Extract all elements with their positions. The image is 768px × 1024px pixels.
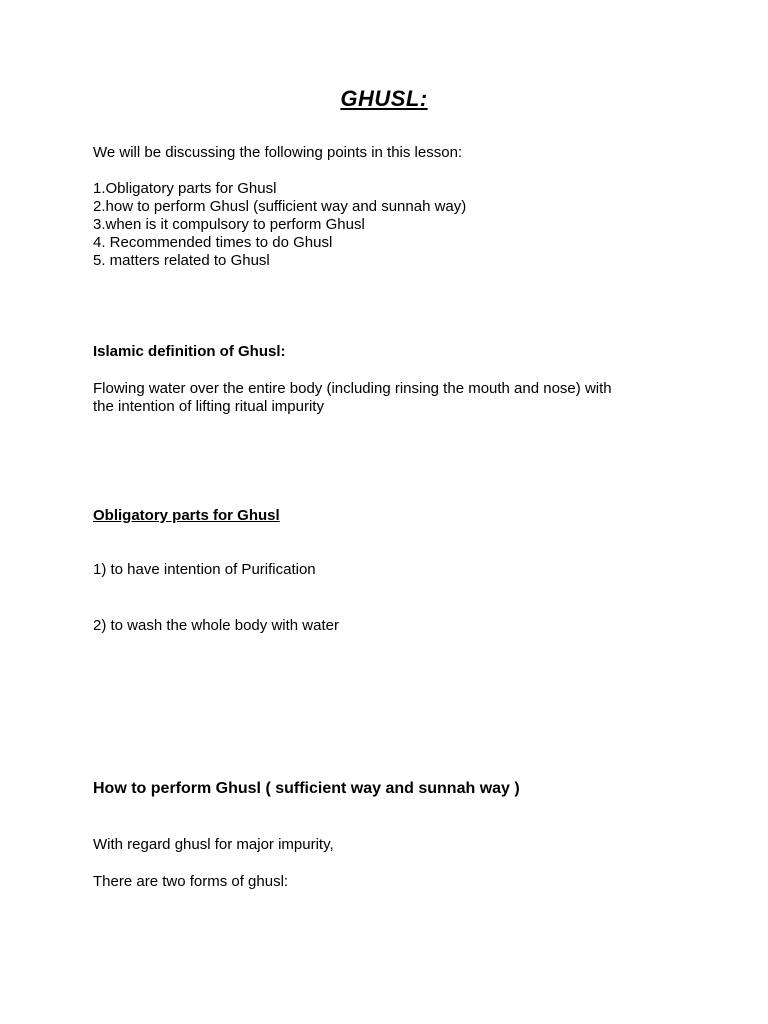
definition-heading: Islamic definition of Ghusl:	[93, 343, 286, 360]
list-item: 5. matters related to Ghusl	[93, 252, 270, 269]
definition-line-2: the intention of lifting ritual impurity	[93, 398, 324, 415]
list-item: 4. Recommended times to do Ghusl	[93, 234, 333, 251]
definition-line-1: Flowing water over the entire body (including rinsing the mouth and nose) with	[93, 380, 612, 397]
obligatory-heading: Obligatory parts for Ghusl	[93, 507, 280, 524]
page-title: GHUSL:	[340, 86, 428, 111]
obligatory-item-1: 1) to have intention of Purification	[93, 561, 316, 578]
list-item: 1.Obligatory parts for Ghusl	[93, 180, 277, 197]
how-to-line-1: With regard ghusl for major impurity,	[93, 836, 334, 853]
list-item: 2.how to perform Ghusl (sufficient way and sunnah way)	[93, 198, 467, 215]
lesson-points-list	[93, 180, 466, 270]
intro-text: We will be discussing the following points in this lesson:	[93, 144, 463, 161]
how-to-line-2: There are two forms of ghusl:	[93, 873, 289, 890]
how-to-heading: How to perform Ghusl ( sufficient way and sunnah way )	[93, 780, 520, 797]
obligatory-item-2: 2) to wash the whole body with water	[93, 617, 339, 634]
list-item: 3.when is it compulsory to perform Ghusl	[93, 216, 365, 233]
